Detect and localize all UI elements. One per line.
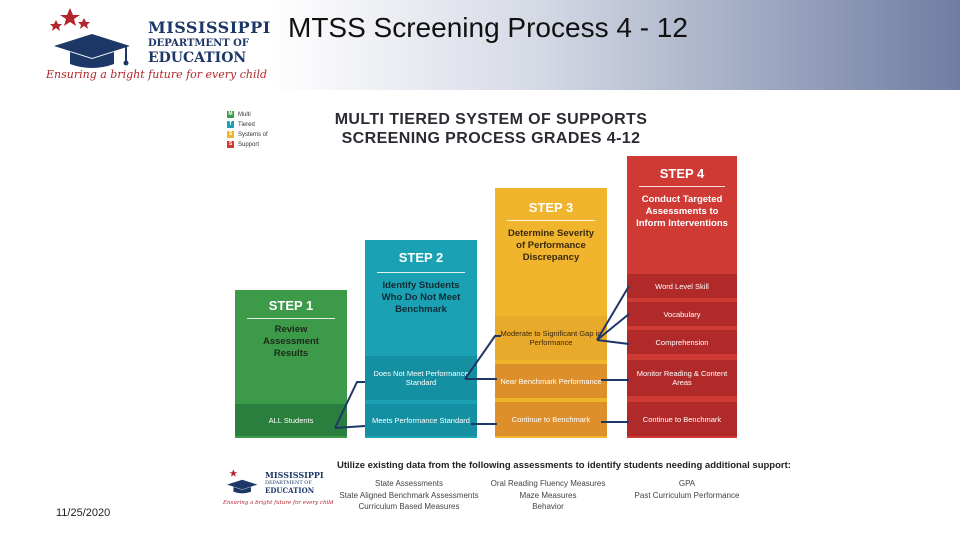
step4-column [627, 156, 737, 438]
legend-label: Support [238, 141, 260, 148]
infographic-title-line1: MULTI TIERED SYSTEM OF SUPPORTS [334, 111, 648, 128]
step2-description: Identify Students Who Do Not Meet Benchmark [381, 280, 461, 315]
assessment-item: Maze Measures [519, 490, 577, 500]
mtss-legend [227, 110, 268, 150]
assessment-item: Oral Reading Fluency Measures [490, 479, 606, 488]
step4-cell-continue: Continue to Benchmark [627, 402, 737, 436]
step2-cell-meets: Meets Performance Standard [365, 404, 477, 436]
bottom-logo-tagline: Ensuring a bright future for every child [223, 500, 334, 506]
mtss-infographic [209, 96, 791, 520]
assessments-column-2 [485, 478, 611, 513]
step1-divider [247, 318, 335, 319]
legend-swatch: T [228, 121, 233, 127]
legend-item [227, 110, 268, 119]
step4-description: Conduct Targeted Assessments to Inform Interventions [636, 194, 728, 229]
assessment-item: GPA [678, 479, 696, 488]
logo-org-line1: MISSISSIPPI [148, 18, 271, 37]
legend-label: Systems of [238, 131, 268, 138]
mde-logo [44, 6, 274, 86]
step4-cell-monitor-reading: Monitor Reading & Content Areas [627, 360, 737, 396]
legend-swatch: S [228, 141, 233, 147]
assessments-column-1 [339, 478, 479, 513]
step4-divider [639, 186, 725, 187]
legend-label: Tiered [238, 121, 255, 128]
step4-cell-word-level-skill: Word Level Skill [627, 274, 737, 298]
logo-tagline: Ensuring a bright future for every child [46, 68, 268, 81]
step2-divider [377, 272, 465, 273]
step2-label: STEP 2 [398, 250, 444, 265]
bottom-state-map-logo-icon [223, 464, 263, 498]
slide-date: 11/25/2020 [56, 507, 111, 519]
bottom-logo-org-line1: MISSISSIPPI [265, 470, 324, 480]
step1-column [235, 290, 347, 438]
logo-org-line3: EDUCATION [148, 50, 247, 66]
step3-cell-continue: Continue to Benchmark [495, 402, 607, 436]
bottom-logo-org-line2: DEPARTMENT OF [265, 480, 312, 486]
step3-description: Determine Severity of Performance Discrepancy [507, 228, 595, 263]
infographic-title-line2: SCREENING PROCESS GRADES 4-12 [341, 130, 641, 147]
legend-item [227, 130, 268, 139]
step3-cell-near-benchmark: Near Benchmark Performance [495, 364, 607, 398]
step3-column [495, 188, 607, 438]
infographic-title [291, 110, 691, 148]
logo-org-line2: DEPARTMENT OF [148, 38, 249, 49]
assessments-column-3 [629, 478, 745, 501]
bottom-mde-logo [223, 462, 333, 512]
assessment-item: Behavior [532, 502, 564, 511]
assessment-item: State Aligned Benchmark Assessments [339, 490, 479, 500]
legend-swatch: M [228, 111, 233, 117]
assessments-heading: Utilize existing data from the following assessments to identify students needing additional support: [337, 460, 791, 471]
bottom-logo-org-line3: EDUCATION [265, 486, 315, 495]
assessment-item: Curriculum Based Measures [358, 502, 460, 511]
step2-column [365, 240, 477, 438]
slide-title: MTSS Screening Process 4 - 12 [288, 12, 688, 43]
step3-divider [507, 220, 595, 221]
assessment-item: State Assessments [374, 479, 444, 488]
legend-label: Multi [238, 111, 251, 118]
state-map-logo-icon [44, 6, 144, 68]
step2-cell-does-not-meet: Does Not Meet Performance Standard [365, 356, 477, 400]
step1-description: Review Assessment Results [263, 324, 319, 359]
step3-cell-moderate-gap: Moderate to Significant Gap in Performance [495, 316, 607, 360]
step1-label: STEP 1 [268, 298, 314, 313]
legend-item [227, 140, 268, 149]
step1-cell-all-students: ALL Students [235, 404, 347, 436]
step4-label: STEP 4 [659, 166, 705, 181]
legend-swatch: S [228, 131, 233, 137]
legend-item [227, 120, 268, 129]
step4-cell-comprehension: Comprehension [627, 330, 737, 354]
step3-label: STEP 3 [528, 200, 574, 215]
assessment-item: Past Curriculum Performance [634, 490, 740, 500]
step4-cell-vocabulary: Vocabulary [627, 302, 737, 326]
